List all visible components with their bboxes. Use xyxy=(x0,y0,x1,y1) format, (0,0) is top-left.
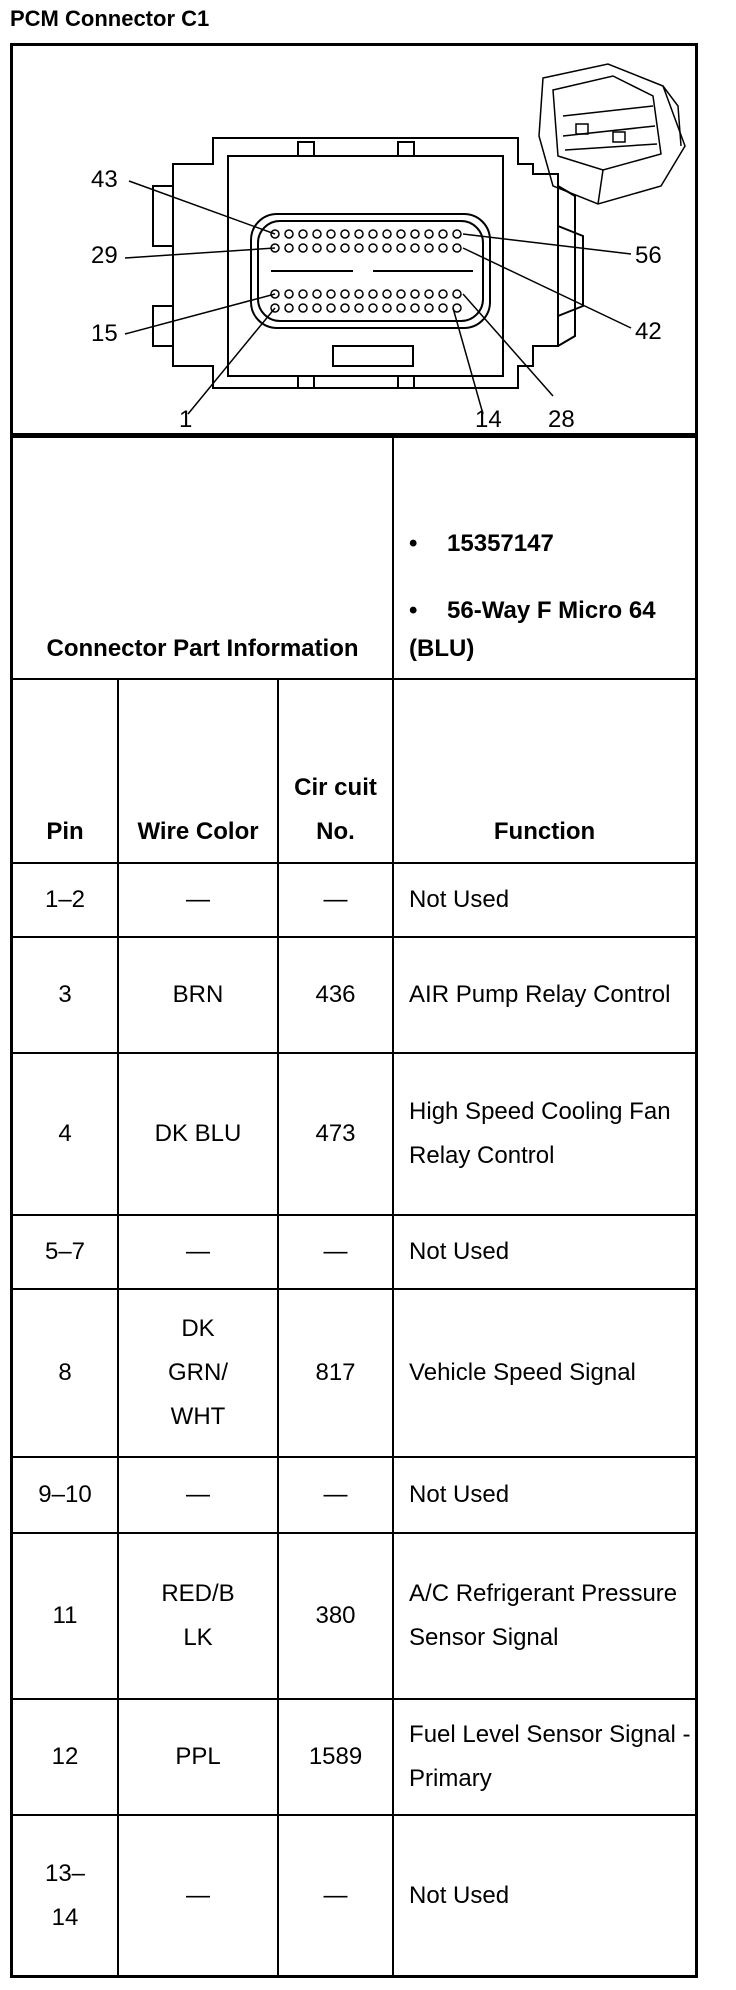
table-row xyxy=(13,1815,695,1975)
header-row xyxy=(13,679,695,863)
circuit-cell: — xyxy=(278,863,393,937)
circuit-cell: — xyxy=(278,1457,393,1533)
wire-cell: RED/B LK xyxy=(118,1533,278,1699)
function-cell: Not Used xyxy=(393,1457,695,1533)
pin-cell: 13– 14 xyxy=(13,1815,118,1975)
header-circuit: Cir cuit No. xyxy=(278,679,393,863)
connector-3d-view xyxy=(539,64,685,204)
circuit-cell: 380 xyxy=(278,1533,393,1699)
table-row xyxy=(13,937,695,1053)
wire-cell: — xyxy=(118,1215,278,1289)
wire-cell: DK BLU xyxy=(118,1053,278,1215)
pin-cell: 8 xyxy=(13,1289,118,1457)
function-cell: Not Used xyxy=(393,1215,695,1289)
part-number-item: • 15357147 xyxy=(409,530,554,557)
function-cell: Not Used xyxy=(393,863,695,937)
wire-cell: — xyxy=(118,1457,278,1533)
function-cell: AIR Pump Relay Control xyxy=(393,937,695,1053)
pin-label-56: 56 xyxy=(635,242,662,269)
header-pin: Pin xyxy=(13,679,118,863)
function-cell: Not Used xyxy=(393,1815,695,1975)
function-cell: Vehicle Speed Signal xyxy=(393,1289,695,1457)
function-cell: High Speed Cooling Fan Relay Control xyxy=(393,1053,695,1215)
pin-label-15: 15 xyxy=(91,320,118,347)
circuit-cell: 1589 xyxy=(278,1699,393,1815)
wire-cell: DK GRN/ WHT xyxy=(118,1289,278,1457)
wire-cell: PPL xyxy=(118,1699,278,1815)
wire-cell: — xyxy=(118,1815,278,1975)
pin-label-1: 1 xyxy=(179,406,193,433)
pin-cell: 5–7 xyxy=(13,1215,118,1289)
circuit-cell: — xyxy=(278,1215,393,1289)
table-row xyxy=(13,1053,695,1215)
connector-document xyxy=(10,43,698,1978)
table-row xyxy=(13,1289,695,1457)
page-title: PCM Connector C1 xyxy=(10,6,210,31)
function-cell: Fuel Level Sensor Signal - Primary xyxy=(393,1699,695,1815)
header-function: Function xyxy=(393,679,695,863)
part-info-list xyxy=(393,437,695,679)
pin-label-28: 28 xyxy=(548,406,575,433)
pin-cell: 3 xyxy=(13,937,118,1053)
connector-diagram xyxy=(13,46,695,436)
connector-drawing xyxy=(13,46,695,433)
pin-label-42: 42 xyxy=(635,318,662,345)
part-info-row xyxy=(13,437,695,679)
pin-cell: 4 xyxy=(13,1053,118,1215)
circuit-cell: 817 xyxy=(278,1289,393,1457)
part-info-label: Connector Part Information xyxy=(13,437,393,679)
header-wire-color: Wire Color xyxy=(118,679,278,863)
pin-cell: 9–10 xyxy=(13,1457,118,1533)
pin-cell: 11 xyxy=(13,1533,118,1699)
table-row xyxy=(13,1457,695,1533)
pin-label-14: 14 xyxy=(475,406,502,433)
table-row xyxy=(13,863,695,937)
table-row xyxy=(13,1699,695,1815)
pin-cell: 12 xyxy=(13,1699,118,1815)
pin-cell: 1–2 xyxy=(13,863,118,937)
circuit-cell: 473 xyxy=(278,1053,393,1215)
circuit-cell: — xyxy=(278,1815,393,1975)
wire-cell: BRN xyxy=(118,937,278,1053)
pin-label-43: 43 xyxy=(91,166,118,193)
pinout-table xyxy=(13,436,695,1975)
part-type-item: • 56-Way F Micro 64 (BLU) xyxy=(409,597,656,662)
pin-label-29: 29 xyxy=(91,242,118,269)
table-row xyxy=(13,1533,695,1699)
function-cell: A/C Refrigerant Pressure Sensor Signal xyxy=(393,1533,695,1699)
wire-cell: — xyxy=(118,863,278,937)
table-row xyxy=(13,1215,695,1289)
circuit-cell: 436 xyxy=(278,937,393,1053)
